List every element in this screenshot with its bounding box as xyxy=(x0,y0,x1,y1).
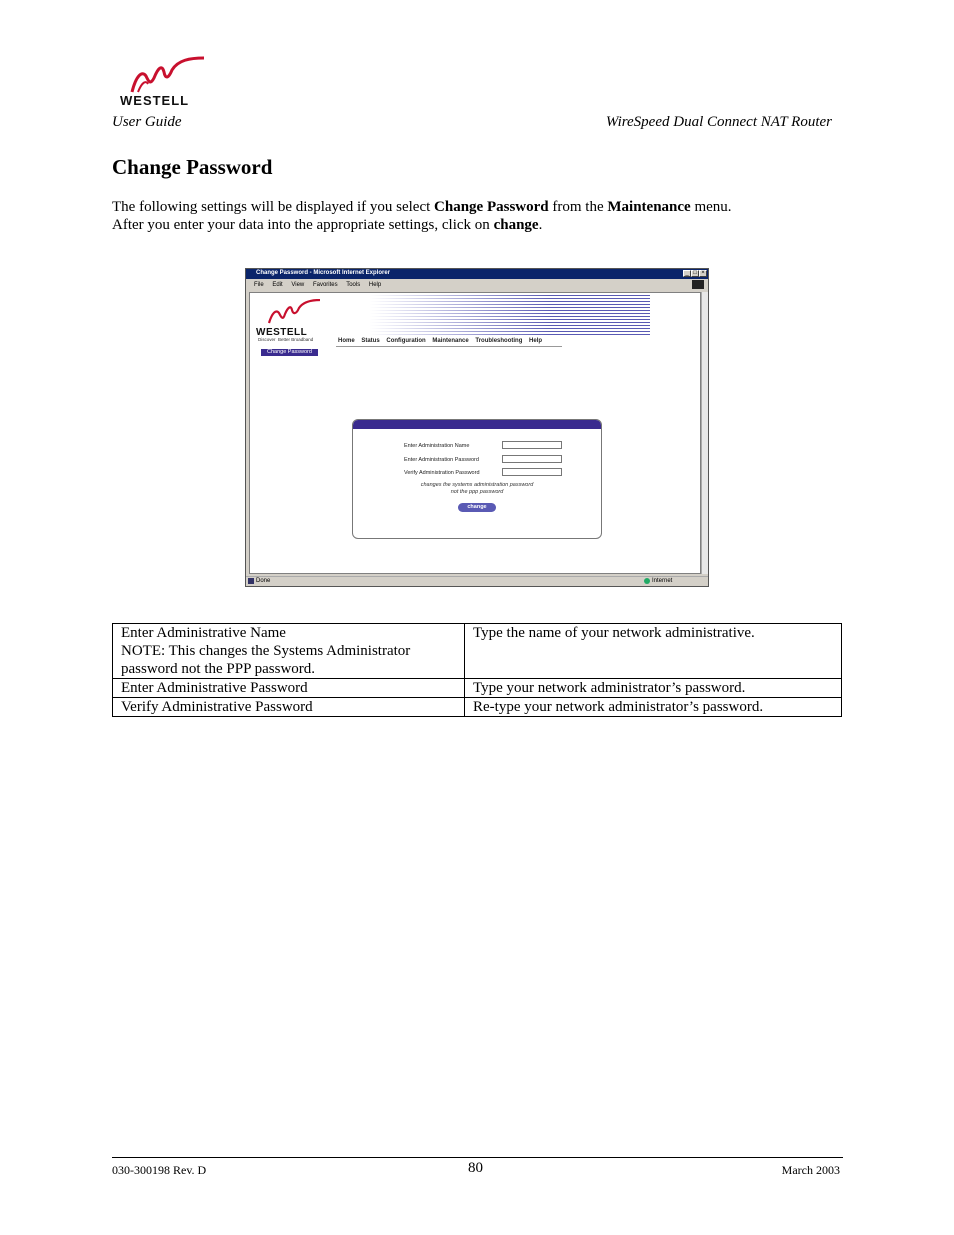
maximize-icon[interactable]: □ xyxy=(691,270,699,277)
close-icon[interactable]: × xyxy=(699,270,707,277)
page-title: Change Password xyxy=(112,155,273,179)
table-row xyxy=(113,698,842,717)
menu-edit[interactable]: Edit xyxy=(272,282,283,288)
panel-header-bar xyxy=(353,420,601,429)
table-cell: Type the name of your network administrative. xyxy=(465,624,842,679)
nav-maintenance[interactable]: Maintenance xyxy=(432,338,469,344)
settings-table xyxy=(112,623,842,717)
menu-favorites[interactable]: Favorites xyxy=(312,282,338,288)
ie-window-title: Change Password - Microsoft Internet Explorer xyxy=(256,270,391,276)
field-label-verify-password: Verify Administration Password xyxy=(404,470,480,476)
header-left: User Guide xyxy=(112,114,182,130)
table-cell: Enter Administrative Name NOTE: This changes the Systems Administrator password not the PPP password. xyxy=(113,624,465,679)
page-number: 80 xyxy=(468,1160,483,1176)
field-label-admin-password: Enter Administration Password xyxy=(404,457,479,463)
table-row xyxy=(113,679,842,698)
westell-tagline: Discover Better Broadband xyxy=(258,337,314,342)
section-pill: Change Password xyxy=(261,349,318,356)
table-cell: Enter Administrative Password xyxy=(113,679,465,698)
footer-rule xyxy=(112,1157,843,1158)
header-right: WireSpeed Dual Connect NAT Router xyxy=(605,114,832,130)
admin-name-input[interactable] xyxy=(502,441,562,449)
westell-small-logo-icon xyxy=(266,299,322,325)
nav-configuration[interactable]: Configuration xyxy=(386,338,426,344)
change-password-panel xyxy=(352,419,602,539)
nav-troubleshooting[interactable]: Troubleshooting xyxy=(475,338,523,344)
admin-password-input[interactable] xyxy=(502,455,562,463)
status-right: Internet xyxy=(652,578,673,584)
menu-file[interactable]: File xyxy=(254,282,264,288)
ie-menubar xyxy=(246,279,708,291)
footer-right: March 2003 xyxy=(781,1163,840,1177)
web-page-viewport xyxy=(249,292,701,574)
footer-left: 030-300198 Rev. D xyxy=(112,1163,207,1177)
change-button[interactable]: change xyxy=(458,503,496,512)
vertical-scrollbar[interactable] xyxy=(701,292,708,574)
minimize-icon[interactable]: _ xyxy=(683,270,691,277)
page-done-icon xyxy=(248,578,254,584)
westell-wordmark: WESTELL xyxy=(120,93,190,108)
panel-note: changes the systems administration password not the ppp password xyxy=(420,482,534,495)
status-left: Done xyxy=(256,578,271,584)
nav-help[interactable]: Help xyxy=(529,338,543,344)
router-nav xyxy=(338,338,547,344)
table-cell: Type your network administrator’s password. xyxy=(465,679,842,698)
table-cell: Re-type your network administrator’s password. xyxy=(465,698,842,717)
field-label-admin-name: Enter Administration Name xyxy=(404,443,470,449)
nav-underline xyxy=(336,346,562,347)
table-cell: Verify Administrative Password xyxy=(113,698,465,717)
westell-logo-icon xyxy=(128,56,206,94)
nav-status[interactable]: Status xyxy=(361,338,380,344)
browser-screenshot xyxy=(245,268,709,587)
header-stripes-fade xyxy=(370,295,550,337)
intro-line-2: After you enter your data into the appropriate settings, click on change. xyxy=(112,217,543,233)
ie-titlebar xyxy=(246,269,708,279)
ie-statusbar xyxy=(246,576,708,586)
table-row xyxy=(113,624,842,679)
menu-help[interactable]: Help xyxy=(368,282,382,288)
globe-icon xyxy=(644,578,650,584)
windows-logo-icon xyxy=(692,280,704,289)
westell-small-wordmark: WESTELL xyxy=(256,327,308,338)
nav-home[interactable]: Home xyxy=(338,338,355,344)
verify-password-input[interactable] xyxy=(502,468,562,476)
menu-tools[interactable]: Tools xyxy=(346,282,361,288)
menu-view[interactable]: View xyxy=(291,282,305,288)
intro-line-1: The following settings will be displayed if you select Change Password from the Maintenance menu. xyxy=(112,199,732,215)
intro-paragraph xyxy=(112,198,852,234)
